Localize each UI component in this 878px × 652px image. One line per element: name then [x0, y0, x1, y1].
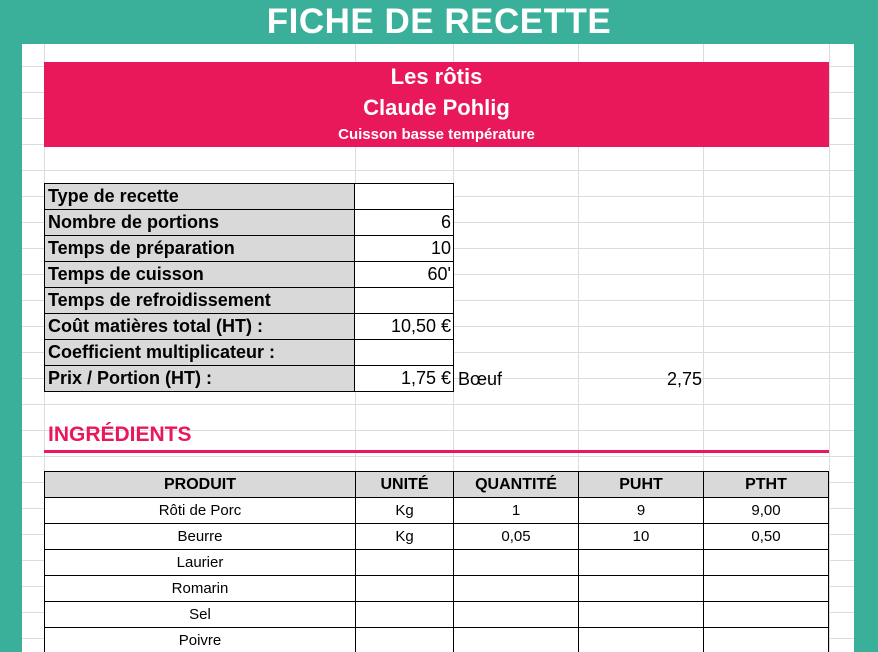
column-header-quantite[interactable]: QUANTITÉ: [454, 472, 579, 498]
info-value[interactable]: [355, 184, 454, 210]
table-cell[interactable]: [454, 576, 579, 602]
recipe-author: Claude Pohlig: [363, 95, 510, 120]
ingredients-section-title: INGRÉDIENTS: [48, 423, 192, 446]
table-cell[interactable]: [356, 576, 454, 602]
info-value[interactable]: [355, 288, 454, 314]
table-cell[interactable]: [356, 550, 454, 576]
table-cell[interactable]: [454, 602, 579, 628]
table-header-row: [45, 472, 829, 498]
info-value[interactable]: 10,50 €: [355, 314, 454, 340]
table-cell[interactable]: Laurier: [45, 550, 356, 576]
table-cell[interactable]: Kg: [356, 524, 454, 550]
info-label[interactable]: Temps de préparation: [45, 236, 355, 262]
column-header-produit[interactable]: PRODUIT: [45, 472, 356, 498]
table-cell[interactable]: [704, 602, 829, 628]
grid-line: [829, 44, 830, 652]
info-row: [45, 314, 454, 340]
info-label[interactable]: Prix / Portion (HT) :: [45, 366, 355, 392]
meat-value-cell[interactable]: 2,75: [666, 369, 702, 389]
recipe-category: Les rôtis: [390, 64, 483, 89]
table-row: [45, 498, 829, 524]
table-cell[interactable]: Poivre: [45, 628, 356, 652]
table-row: [45, 576, 829, 602]
table-cell[interactable]: [454, 628, 579, 652]
table-cell[interactable]: [704, 628, 829, 652]
info-value[interactable]: [355, 340, 454, 366]
spreadsheet[interactable]: [22, 44, 854, 652]
table-cell[interactable]: 9: [579, 498, 704, 524]
table-cell[interactable]: 1: [454, 498, 579, 524]
info-label[interactable]: Temps de refroidissement: [45, 288, 355, 314]
table-cell[interactable]: Sel: [45, 602, 356, 628]
table-cell[interactable]: [356, 602, 454, 628]
info-value[interactable]: 60': [355, 262, 454, 288]
section-divider: [44, 450, 829, 453]
table-row: [45, 524, 829, 550]
recipe-subtitle: Cuisson basse température: [338, 126, 535, 143]
table-row: [45, 628, 829, 652]
info-row: [45, 262, 454, 288]
info-value[interactable]: 10: [355, 236, 454, 262]
table-cell[interactable]: Rôti de Porc: [45, 498, 356, 524]
info-row: [45, 340, 454, 366]
recipe-info-table: [44, 183, 454, 392]
table-cell[interactable]: [704, 550, 829, 576]
info-row: [45, 288, 454, 314]
page-title: FICHE DE RECETTE: [266, 2, 612, 41]
recipe-banner[interactable]: [44, 62, 829, 147]
table-cell[interactable]: 0,50: [704, 524, 829, 550]
info-row: [45, 184, 454, 210]
info-row: [45, 366, 454, 392]
table-cell[interactable]: Beurre: [45, 524, 356, 550]
info-row: [45, 236, 454, 262]
table-cell[interactable]: Kg: [356, 498, 454, 524]
table-cell[interactable]: 9,00: [704, 498, 829, 524]
table-row: [45, 602, 829, 628]
table-cell[interactable]: [356, 628, 454, 652]
info-value[interactable]: 6: [355, 210, 454, 236]
info-label[interactable]: Type de recette: [45, 184, 355, 210]
info-label[interactable]: Nombre de portions: [45, 210, 355, 236]
table-cell[interactable]: [579, 576, 704, 602]
table-cell[interactable]: [454, 550, 579, 576]
column-header-ptht[interactable]: PTHT: [704, 472, 829, 498]
table-cell[interactable]: [579, 550, 704, 576]
meat-type-cell[interactable]: Bœuf: [458, 369, 503, 389]
info-label[interactable]: Coût matières total (HT) :: [45, 314, 355, 340]
info-row: [45, 210, 454, 236]
info-value[interactable]: 1,75 €: [355, 366, 454, 392]
ingredients-table: [44, 471, 829, 652]
table-cell[interactable]: [579, 602, 704, 628]
column-header-puht[interactable]: PUHT: [579, 472, 704, 498]
table-cell[interactable]: [579, 628, 704, 652]
table-cell[interactable]: [704, 576, 829, 602]
table-row: [45, 550, 829, 576]
info-label[interactable]: Coefficient multiplicateur :: [45, 340, 355, 366]
table-cell[interactable]: Romarin: [45, 576, 356, 602]
info-label[interactable]: Temps de cuisson: [45, 262, 355, 288]
table-cell[interactable]: 0,05: [454, 524, 579, 550]
column-header-unite[interactable]: UNITÉ: [356, 472, 454, 498]
table-cell[interactable]: 10: [579, 524, 704, 550]
